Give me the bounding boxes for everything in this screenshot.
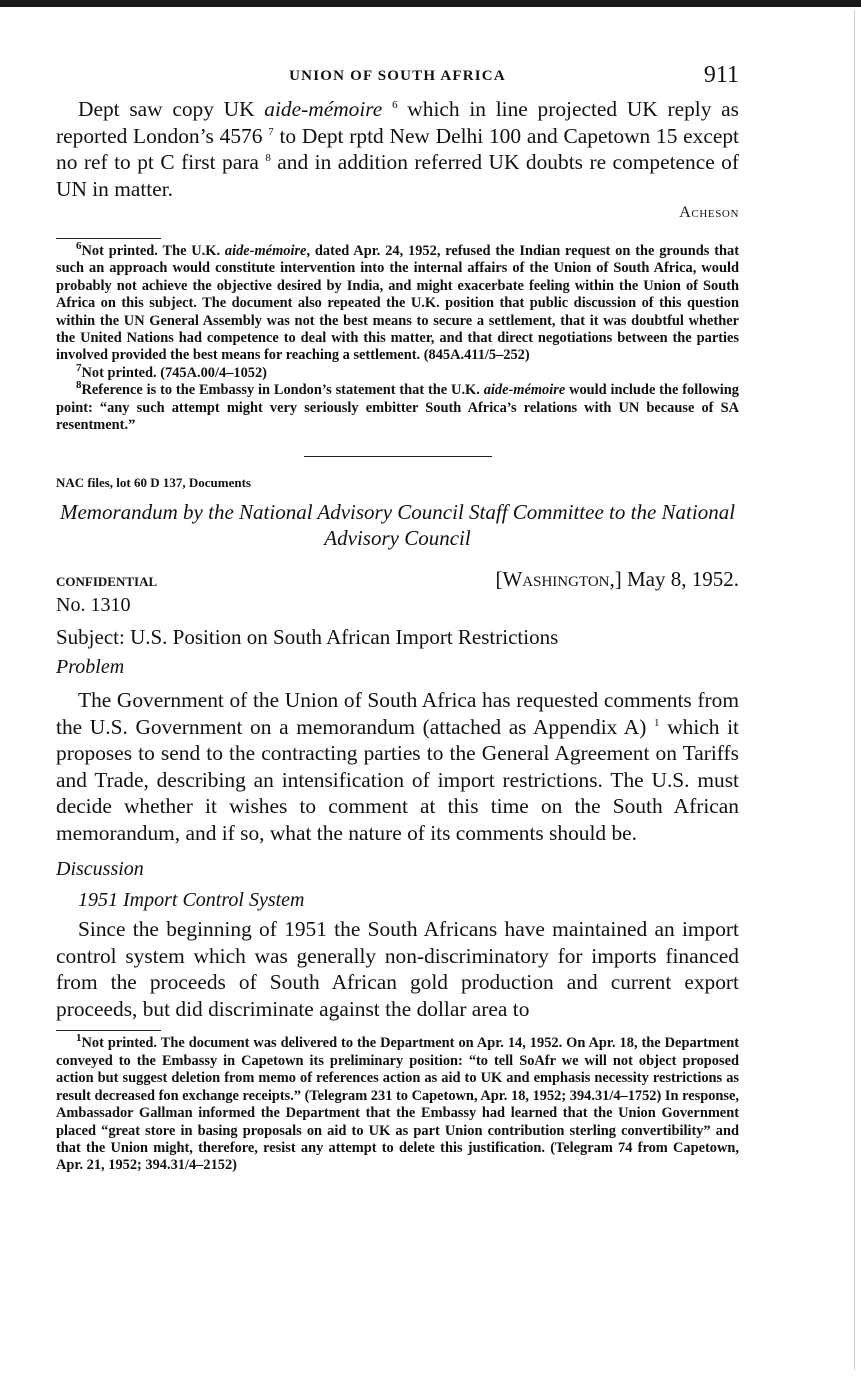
running-head: UNION OF SOUTH AFRICA bbox=[289, 68, 506, 84]
subheading: 1951 Import Control System bbox=[78, 889, 305, 912]
problem-heading: Problem bbox=[56, 656, 125, 679]
footnote-mark: 7 bbox=[76, 362, 82, 375]
signature: Acheson bbox=[679, 204, 739, 221]
page-number: 911 bbox=[703, 62, 739, 88]
footnote-ref: 7 bbox=[268, 125, 274, 138]
dateline-date: May 8, 1952. bbox=[621, 567, 739, 592]
footnote-1: $^1$Not printed. The document was delivered to the Department on Apr. 14, 1952. On Apr. 18, the Department conveyed to the Embassy in Capetown its preliminary position: “to tell SoAfr we will not object proposed action but suggest deletion from memo of references action as aid to UK and emphasis necessity restrictions as result decreased fon exchange receipts.” (Telegram 231 to Capetown, Apr. 18, 1952; 394.31/4–1752) In response, Ambassador Gallman informed the Department that the Embassy had learned that the Union Government placed “great store in basing proposals on aid to UK as part Union contribution sterling convertibility” and that the Union might, therefore, resist any attempt to delete this justification. (Telegram 74 from Capetown, Apr. 21, 1952; 394.31/4–2152) bbox=[56, 1032, 739, 1174]
dateline bbox=[495, 567, 739, 592]
classification: CONFIDENTIAL bbox=[56, 574, 158, 590]
footnote-8: $^8$Reference is to the Embassy in London’s statement that the U.K. aide-mémoire would include the following point: “any such attempt might very seriously embitter South Africa’s relations with UN because of SA resentment.” bbox=[56, 379, 739, 434]
classification-row bbox=[56, 567, 739, 592]
footnote-ref: 1 bbox=[654, 716, 660, 729]
footnote-mark: 6 bbox=[76, 240, 82, 253]
footnote-ref: 6 bbox=[392, 98, 398, 111]
discussion-paragraph: Since the beginning of 1951 the South Africans have maintained an import control system which was generally non-discriminatory for imports financed from the proceeds of South African gold production and current export proceeds, but did discriminate against the dollar area to bbox=[56, 917, 739, 1021]
scan-edge bbox=[0, 0, 861, 7]
subject-line: Subject: U.S. Position on South African Import Restrictions bbox=[56, 625, 559, 650]
document-number: No. 1310 bbox=[56, 594, 131, 617]
page-header bbox=[56, 60, 739, 96]
problem-paragraph: The Government of the Union of South Africa has requested comments from the U.S. Government on a memorandum (attached as Appendix A) $^1$ which it proposes to send to the contracting parties to the General Agreement on Tariffs and Trade, describing an intensification of import restrictions. The U.S. must decide whether it wishes to comment at this time on the South African memorandum, and if so, what the nature of its comments should be. bbox=[56, 688, 740, 845]
footnote-rule bbox=[56, 1030, 161, 1031]
footnote-ref: 8 bbox=[265, 151, 271, 164]
page-edge-line bbox=[854, 10, 855, 1370]
dateline-place: [Washington,] bbox=[495, 567, 622, 592]
footnote-mark: 8 bbox=[76, 379, 82, 392]
footnote-6: $^6$Not printed. The U.K. aide-mémoire, dated Apr. 24, 1952, refused the Indian request on the grounds that such an approach would constitute intervention into the internal affairs of the Union of South Africa, would probably not achieve the objective desired by India, and might exacerbate feeling within the Union of South Africa on this subject. The document also repeated the U.K. position that public discussion of this question within the UN General Assembly was not the best means to secure a settlement, that it was doubtful whether the United Nations had competence to deal with this matter, and that direct negotiations between the parties involved provided the best means for reaching a settlement. (845A.411/5–252) bbox=[56, 240, 739, 364]
aide-memoire-term: aide-mémoire bbox=[264, 97, 383, 121]
footnote-mark: 1 bbox=[76, 1032, 82, 1045]
page bbox=[56, 60, 739, 1175]
footnote-rule bbox=[56, 238, 161, 239]
section-divider bbox=[304, 456, 492, 457]
document-source: NAC files, lot 60 D 137, Documents bbox=[56, 475, 251, 491]
opening-paragraph: Dept saw copy UK aide-mémoire $^6$ which in line projected UK reply as reported London’s 4576 $^7$ to Dept rptd New Delhi 100 and Capetown 15 except no ref to pt C first para $^8$ and in addition referred UK doubts re competence of UN in matter. bbox=[56, 97, 739, 201]
discussion-heading: Discussion bbox=[56, 858, 144, 881]
footnote-7: $^7$Not printed. (745A.00/4–1052) bbox=[76, 362, 267, 381]
document-title: Memorandum by the National Advisory Council Staff Committee to the National Advisory Council bbox=[59, 500, 736, 551]
